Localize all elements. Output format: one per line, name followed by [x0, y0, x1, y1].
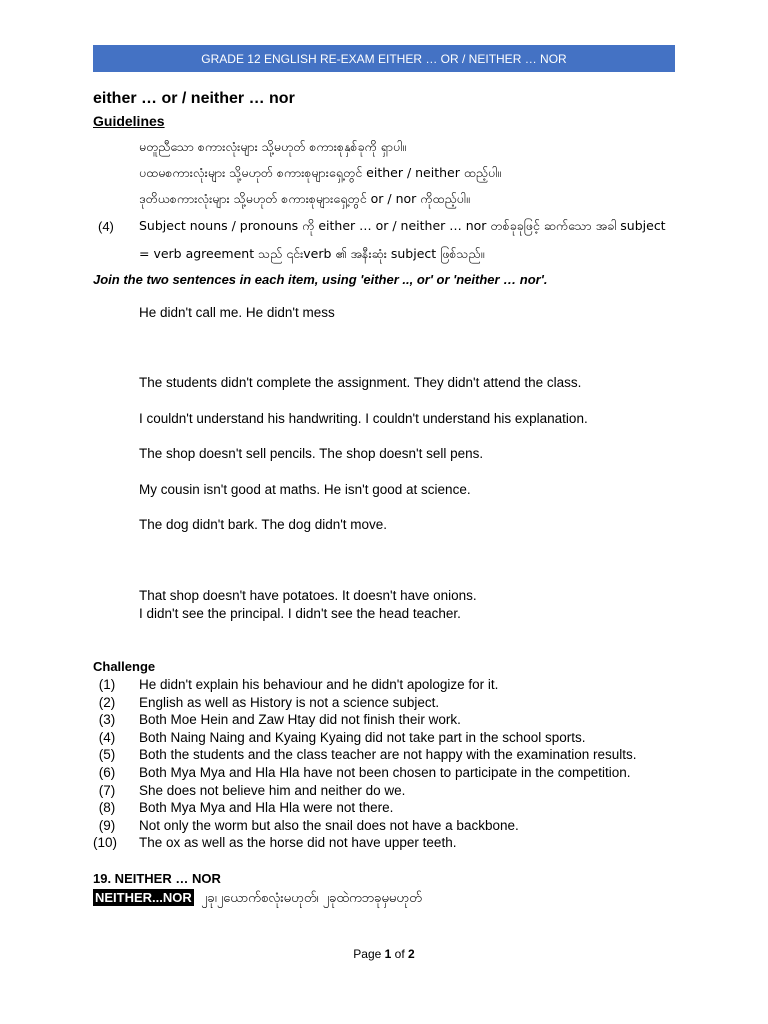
footer-prefix: Page [353, 947, 382, 961]
exercise-item: The students didn't complete the assignment. They didn't attend the class. [139, 375, 582, 390]
header-banner [93, 45, 675, 72]
page-footer [0, 947, 768, 961]
footer-of: of [394, 947, 405, 961]
challenge-number: (1) [98, 677, 116, 692]
guideline-line: ပထမစကားလုံးများ သို့မဟုတ် စကားစုများရှေ့တွင် either / neither ထည့်ပါ။ [139, 165, 502, 180]
challenge-number: (9) [98, 818, 116, 833]
challenge-number: (10) [92, 835, 117, 850]
highlight-tag: NEITHER...NOR [95, 890, 192, 905]
challenge-item: Both Mya Mya and Hla Hla have not been chosen to participate in the competition. [139, 765, 631, 780]
challenge-item: English as well as History is not a science subject. [139, 695, 440, 710]
challenge-item: Both the students and the class teacher are not happy with the examination results. [139, 747, 637, 762]
exercise-item: I couldn't understand his handwriting. I couldn't understand his explanation. [139, 411, 588, 426]
challenge-item: She does not believe him and neither do we. [139, 783, 406, 798]
exercise-item: The shop doesn't sell pencils. The shop doesn't sell pens. [139, 446, 484, 461]
challenge-number: (6) [98, 765, 116, 780]
challenge-number: (2) [98, 695, 116, 710]
page-title: either … or / neither … nor [93, 90, 295, 107]
header-banner-text: GRADE 12 ENGLISH RE-EXAM EITHER … OR / NEITHER … NOR [201, 51, 567, 66]
challenge-item: Both Mya Mya and Hla Hla were not there. [139, 800, 394, 815]
footer-total-pages: 2 [408, 947, 415, 961]
section-note: ၂ခု၊၂ယောက်စလုံးမဟုတ်၊ ၂ခုထဲကဘခုမှမဟုတ် [201, 891, 422, 906]
guideline-number: (4) [98, 219, 114, 234]
exercise-item: I didn't see the principal. I didn't see the head teacher. [139, 606, 461, 621]
guideline-line: မတူညီသော စကားလုံးများ သို့မဟုတ် စကားစုနှစ်ခုကို ရှာပါ။ [139, 139, 407, 154]
challenge-heading: Challenge [93, 659, 156, 674]
challenge-number: (4) [98, 730, 116, 745]
challenge-item: Not only the worm but also the snail does not have a backbone. [139, 818, 519, 833]
exercise-instruction: Join the two sentences in each item, using 'either .., or' or 'neither … nor'. [93, 272, 548, 287]
footer-current-page: 1 [384, 947, 392, 961]
challenge-item: He didn't explain his behaviour and he didn't apologize for it. [139, 677, 499, 692]
guideline-line: Subject nouns / pronouns ကို either … or / neither … nor တစ်ခုခုဖြင့် ဆက်သော အခါ subject [139, 218, 666, 233]
section-heading: 19. NEITHER … NOR [93, 871, 221, 886]
challenge-number: (5) [98, 747, 116, 762]
exercise-item: He didn't call me. He didn't mess [139, 305, 335, 320]
challenge-number: (8) [98, 800, 116, 815]
challenge-item: The ox as well as the horse did not have upper teeth. [139, 835, 457, 850]
exercise-item: The dog didn't bark. The dog didn't move. [139, 517, 388, 532]
challenge-item: Both Naing Naing and Kyaing Kyaing did not take part in the school sports. [139, 730, 586, 745]
exercise-item: My cousin isn't good at maths. He isn't good at science. [139, 482, 471, 497]
challenge-number: (7) [98, 783, 116, 798]
exercise-item: That shop doesn't have potatoes. It doesn't have onions. [139, 588, 477, 603]
guideline-line: ဒုတိယစကားလုံးများ သို့မဟုတ် စကားစုများရှေ့တွင် or / nor ကိုထည့်ပါ။ [139, 191, 470, 206]
guidelines-heading: Guidelines [93, 113, 165, 129]
guideline-line: = verb agreement သည် ၎င်းverb ၏ အနီးဆုံး subject ဖြစ်သည်။ [139, 246, 485, 261]
challenge-number: (3) [98, 712, 116, 727]
challenge-item: Both Moe Hein and Zaw Htay did not finish their work. [139, 712, 461, 727]
